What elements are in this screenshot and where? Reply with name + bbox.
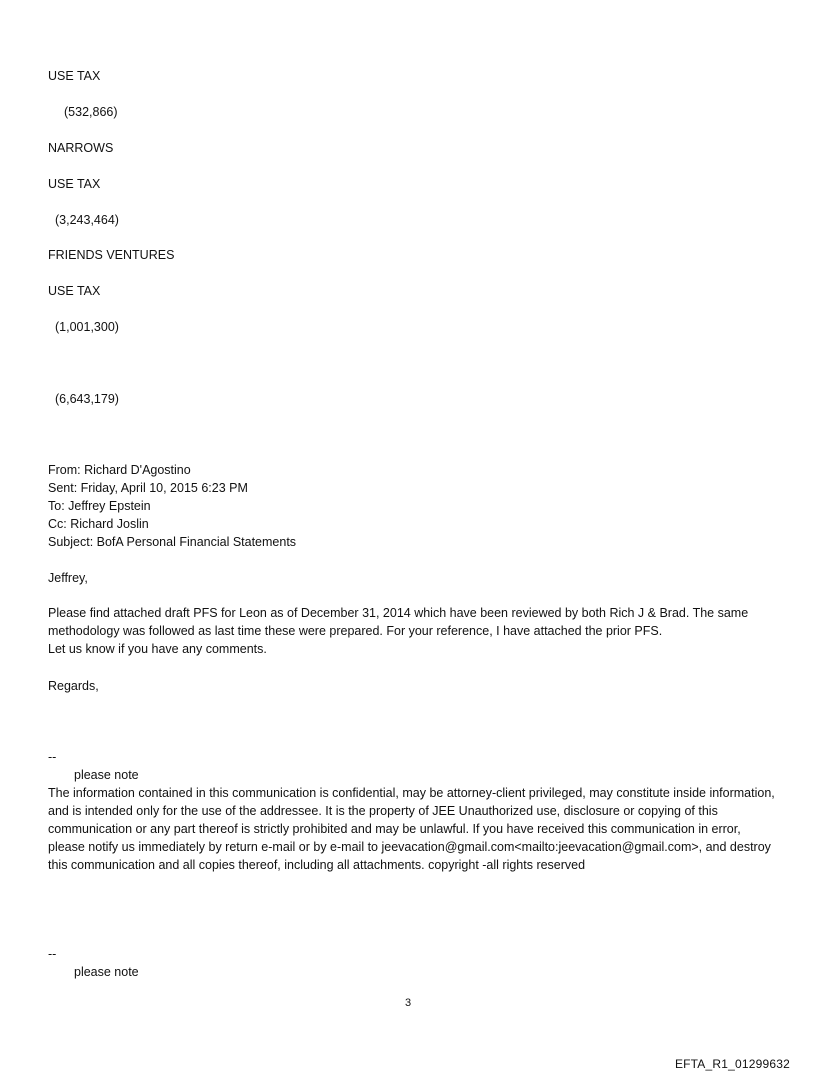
ledger-amount: (1,001,300) — [55, 320, 119, 334]
email-cc: Cc: Richard Joslin — [48, 517, 149, 531]
confidentiality-disclaimer: The information contained in this communication is confidential, may be attorney-client privileged, may constitute inside information, and is intended only for the use of the addressee. It is the property of JEE Unauthorized use, disclosure or copying of this communication or any part thereof is strictly prohibited and may be unlawful. If you have received this communication in error, please notify us immediately by return e-mail or by e-mail to jeevacation@gmail.com<mailto:jeevacation@gmail.com>, and destroy this communication and all copies thereof, including all attachments. copyright -all rights reserved — [48, 786, 775, 872]
ledger-label-narrows: NARROWS — [48, 141, 114, 155]
email-subject: Subject: BofA Personal Financial Statements — [48, 535, 297, 549]
signature-note: please note — [74, 965, 139, 979]
document-id: EFTA_R1_01299632 — [674, 1057, 790, 1071]
signature-separator: -- — [48, 947, 57, 961]
ledger-label-use-tax: USE TAX — [48, 69, 101, 83]
ledger-label-use-tax: USE TAX — [48, 177, 101, 191]
ledger-amount: (3,243,464) — [55, 213, 119, 227]
ledger-total: (6,643,179) — [55, 392, 119, 406]
email-body-paragraph: Please find attached draft PFS for Leon as of December 31, 2014 which have been reviewed by both Rich J & Brad. The same methodology was followed as last time these were prepared. For your reference, I have attached the prior PFS. — [48, 606, 749, 638]
email-greeting: Jeffrey, — [48, 571, 88, 585]
email-closing: Regards, — [48, 679, 99, 693]
ledger-label-use-tax: USE TAX — [48, 284, 101, 298]
email-sent: Sent: Friday, April 10, 2015 6:23 PM — [48, 481, 248, 495]
signature-separator: -- — [48, 750, 57, 764]
email-from: From: Richard D'Agostino — [48, 463, 191, 477]
page-number: 3 — [404, 997, 412, 1009]
email-body-line: Let us know if you have any comments. — [48, 642, 267, 656]
signature-note: please note — [74, 768, 139, 782]
ledger-label-friends-ventures: FRIENDS VENTURES — [48, 248, 175, 262]
email-to: To: Jeffrey Epstein — [48, 499, 151, 513]
ledger-amount: (532,866) — [64, 105, 118, 119]
